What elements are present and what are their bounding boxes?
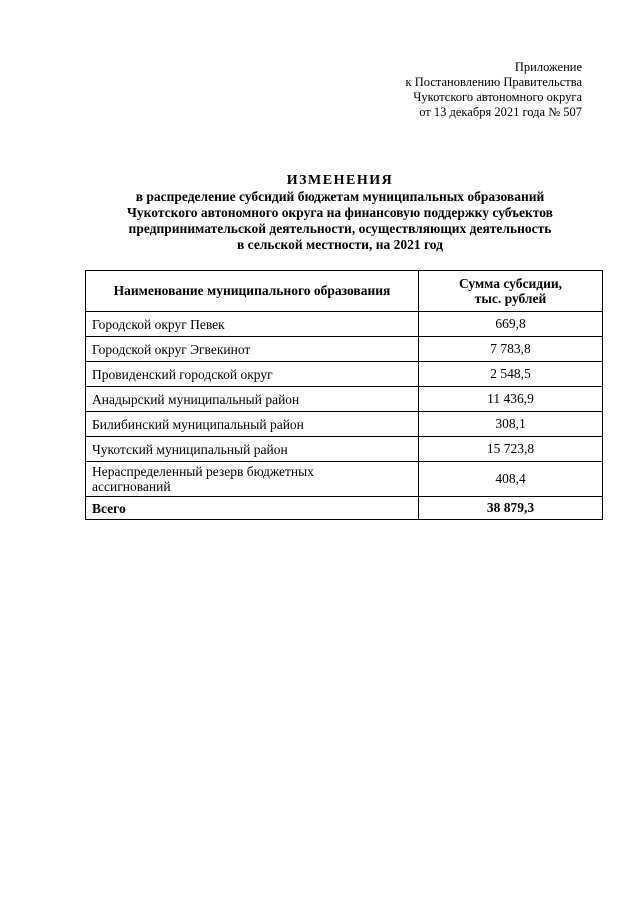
row-sum: 308,1	[419, 412, 603, 437]
total-row	[86, 497, 603, 520]
header-name: Наименование муниципального образования	[86, 271, 419, 312]
annex-block	[406, 60, 582, 120]
annex-line: от 13 декабря 2021 года № 507	[419, 105, 582, 119]
row-sum: 2 548,5	[419, 362, 603, 387]
row-sum: 11 436,9	[419, 387, 603, 412]
row-sum: 7 783,8	[419, 337, 603, 362]
row-sum: 15 723,8	[419, 437, 603, 462]
row-name: Городской округ Эгвекинот	[86, 337, 419, 362]
annex-line: Приложение	[514, 60, 582, 74]
total-sum: 38 879,3	[419, 497, 603, 520]
table-row	[86, 312, 603, 337]
title-line: Чукотского автономного округа на финансовую поддержку субъектов	[127, 205, 553, 220]
row-sum: 669,8	[419, 312, 603, 337]
row-name: Анадырский муниципальный район	[86, 387, 419, 412]
table-row	[86, 387, 603, 412]
row-sum: 408,4	[419, 462, 603, 497]
title-line: в распределение субсидий бюджетам муниципальных образований	[135, 189, 545, 204]
row-name: Чукотский муниципальный район	[86, 437, 419, 462]
table-row	[86, 412, 603, 437]
row-name-line: ассигнований	[92, 479, 171, 494]
row-name: Городской округ Певек	[86, 312, 419, 337]
table-row	[86, 462, 603, 497]
row-name	[86, 462, 419, 497]
header-sum-line: тыс. рублей	[474, 291, 547, 306]
subsidies-table	[85, 270, 603, 520]
row-name: Билибинский муниципальный район	[86, 412, 419, 437]
row-name-line: Нераспределенный резерв бюджетных	[92, 464, 314, 479]
table-row	[86, 437, 603, 462]
title-line: в сельской местности, на 2021 год	[237, 237, 443, 252]
annex-line: к Постановлению Правительства	[405, 75, 582, 89]
header-sum-line: Сумма субсидии,	[458, 276, 563, 291]
table-row	[86, 337, 603, 362]
annex-line: Чукотского автономного округа	[413, 90, 582, 104]
title-main: ИЗМЕНЕНИЯ	[286, 173, 394, 188]
table-row	[86, 362, 603, 387]
total-label: Всего	[86, 497, 419, 520]
row-name: Провиденский городской округ	[86, 362, 419, 387]
table-header-row	[86, 271, 603, 312]
title-line: предпринимательской деятельности, осуществляющих деятельность	[128, 221, 552, 236]
header-sum	[419, 271, 603, 312]
document-title	[80, 173, 600, 253]
